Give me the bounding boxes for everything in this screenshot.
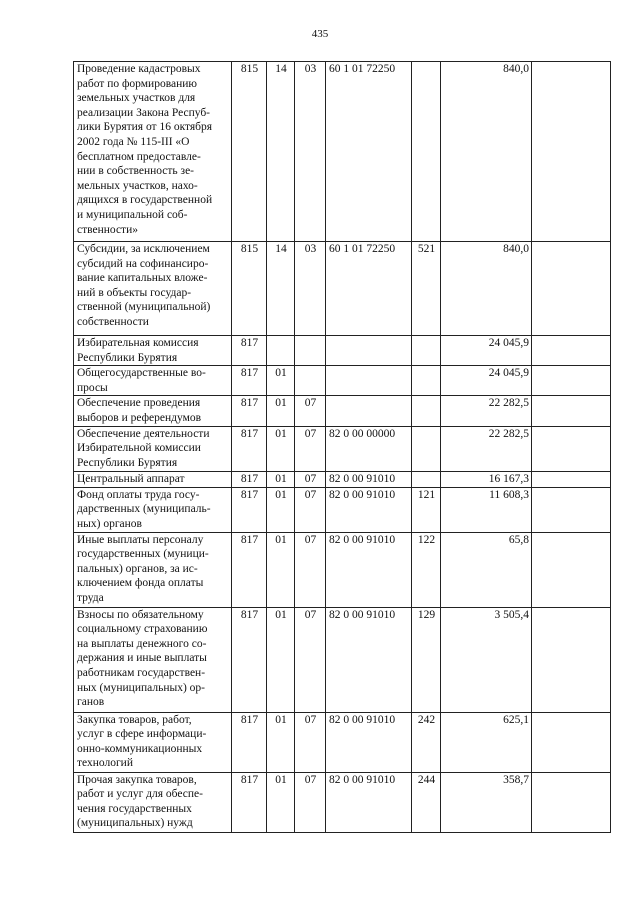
amount-cell: 24 045,9	[441, 366, 532, 396]
table-row	[74, 242, 611, 336]
empty-cell	[532, 772, 611, 832]
expense-type-cell: 129	[412, 607, 441, 712]
table-row	[74, 336, 611, 366]
ministry-code-cell: 817	[232, 336, 267, 366]
section-cell: 01	[267, 471, 295, 487]
empty-cell	[532, 62, 611, 242]
empty-cell	[532, 366, 611, 396]
target-article-cell: 82 0 00 91010	[326, 712, 412, 772]
empty-cell	[532, 396, 611, 426]
amount-cell: 625,1	[441, 712, 532, 772]
table-row	[74, 532, 611, 607]
target-article-cell: 82 0 00 91010	[326, 772, 412, 832]
subsection-cell	[295, 336, 326, 366]
row-name-cell: Центральный аппарат	[74, 471, 232, 487]
empty-cell	[532, 471, 611, 487]
section-cell: 01	[267, 712, 295, 772]
section-cell: 01	[267, 607, 295, 712]
expense-type-cell	[412, 396, 441, 426]
target-article-cell: 82 0 00 91010	[326, 532, 412, 607]
target-article-cell	[326, 336, 412, 366]
ministry-code-cell: 817	[232, 487, 267, 532]
budget-table	[73, 61, 611, 833]
amount-cell: 358,7	[441, 772, 532, 832]
amount-cell: 840,0	[441, 62, 532, 242]
expense-type-cell: 521	[412, 242, 441, 336]
subsection-cell: 03	[295, 242, 326, 336]
section-cell: 01	[267, 396, 295, 426]
row-name-cell: Субсидии, за исключением субсидий на софинансиро- вание капитальных вложе- ний в объекты государ- ственной (муниципальной) собственности	[74, 242, 232, 336]
table-row	[74, 471, 611, 487]
ministry-code-cell: 817	[232, 712, 267, 772]
subsection-cell: 07	[295, 532, 326, 607]
empty-cell	[532, 712, 611, 772]
section-cell: 01	[267, 487, 295, 532]
row-name-cell: Фонд оплаты труда госу- дарственных (муниципаль- ных) органов	[74, 487, 232, 532]
expense-type-cell: 122	[412, 532, 441, 607]
target-article-cell	[326, 366, 412, 396]
section-cell: 01	[267, 366, 295, 396]
table-row	[74, 366, 611, 396]
target-article-cell: 60 1 01 72250	[326, 62, 412, 242]
section-cell: 01	[267, 532, 295, 607]
section-cell: 01	[267, 426, 295, 471]
row-name-cell: Общегосударственные во- просы	[74, 366, 232, 396]
page-number: 435	[311, 28, 329, 40]
table-row	[74, 426, 611, 471]
row-name-cell: Обеспечение проведения выборов и референдумов	[74, 396, 232, 426]
ministry-code-cell: 817	[232, 532, 267, 607]
row-name-cell: Избирательная комиссия Республики Бурятия	[74, 336, 232, 366]
table-body	[74, 62, 611, 833]
table-row	[74, 487, 611, 532]
row-name-cell: Закупка товаров, работ, услуг в сфере информаци- онно-коммуникационных технологий	[74, 712, 232, 772]
subsection-cell: 07	[295, 426, 326, 471]
target-article-cell: 82 0 00 91010	[326, 471, 412, 487]
subsection-cell: 07	[295, 471, 326, 487]
expense-type-cell: 244	[412, 772, 441, 832]
expense-type-cell	[412, 471, 441, 487]
empty-cell	[532, 336, 611, 366]
ministry-code-cell: 815	[232, 62, 267, 242]
target-article-cell: 82 0 00 91010	[326, 487, 412, 532]
ministry-code-cell: 815	[232, 242, 267, 336]
expense-type-cell: 242	[412, 712, 441, 772]
ministry-code-cell: 817	[232, 366, 267, 396]
table-row	[74, 607, 611, 712]
target-article-cell	[326, 396, 412, 426]
expense-type-cell	[412, 426, 441, 471]
amount-cell: 3 505,4	[441, 607, 532, 712]
expense-type-cell	[412, 62, 441, 242]
target-article-cell: 82 0 00 00000	[326, 426, 412, 471]
expense-type-cell: 121	[412, 487, 441, 532]
expense-type-cell	[412, 366, 441, 396]
amount-cell: 840,0	[441, 242, 532, 336]
empty-cell	[532, 487, 611, 532]
row-name-cell: Взносы по обязательному социальному страхованию на выплаты денежного со- держания и иные выплаты работникам государствен- ных (муниципальных) ор- ганов	[74, 607, 232, 712]
expense-type-cell	[412, 336, 441, 366]
ministry-code-cell: 817	[232, 607, 267, 712]
ministry-code-cell: 817	[232, 396, 267, 426]
section-cell: 01	[267, 772, 295, 832]
row-name-cell: Прочая закупка товаров, работ и услуг для обеспе- чения государственных (муниципальных) нужд	[74, 772, 232, 832]
table-row	[74, 712, 611, 772]
table-row	[74, 396, 611, 426]
subsection-cell: 07	[295, 712, 326, 772]
empty-cell	[532, 532, 611, 607]
row-name-cell: Проведение кадастровых работ по формированию земельных участков для реализации Закона Респуб- лики Бурятия от 16 октября 2002 года № 115-III «О бесплатном предоставле- нии в собственность зе- мельных участков, нахо- дящихся в государственной и муниципальной соб- ственности»	[74, 62, 232, 242]
subsection-cell: 07	[295, 396, 326, 426]
section-cell	[267, 336, 295, 366]
ministry-code-cell: 817	[232, 772, 267, 832]
table-row	[74, 62, 611, 242]
empty-cell	[532, 426, 611, 471]
subsection-cell: 07	[295, 487, 326, 532]
ministry-code-cell: 817	[232, 426, 267, 471]
ministry-code-cell: 817	[232, 471, 267, 487]
target-article-cell: 82 0 00 91010	[326, 607, 412, 712]
amount-cell: 11 608,3	[441, 487, 532, 532]
empty-cell	[532, 242, 611, 336]
amount-cell: 16 167,3	[441, 471, 532, 487]
subsection-cell: 07	[295, 772, 326, 832]
row-name-cell: Иные выплаты персоналу государственных (муници- пальных) органов, за ис- ключением фонда оплаты труда	[74, 532, 232, 607]
target-article-cell: 60 1 01 72250	[326, 242, 412, 336]
subsection-cell: 03	[295, 62, 326, 242]
subsection-cell: 07	[295, 607, 326, 712]
subsection-cell	[295, 366, 326, 396]
amount-cell: 22 282,5	[441, 426, 532, 471]
section-cell: 14	[267, 242, 295, 336]
row-name-cell: Обеспечение деятельности Избирательной комиссии Республики Бурятия	[74, 426, 232, 471]
empty-cell	[532, 607, 611, 712]
table-row	[74, 772, 611, 832]
section-cell: 14	[267, 62, 295, 242]
amount-cell: 24 045,9	[441, 336, 532, 366]
amount-cell: 65,8	[441, 532, 532, 607]
amount-cell: 22 282,5	[441, 396, 532, 426]
